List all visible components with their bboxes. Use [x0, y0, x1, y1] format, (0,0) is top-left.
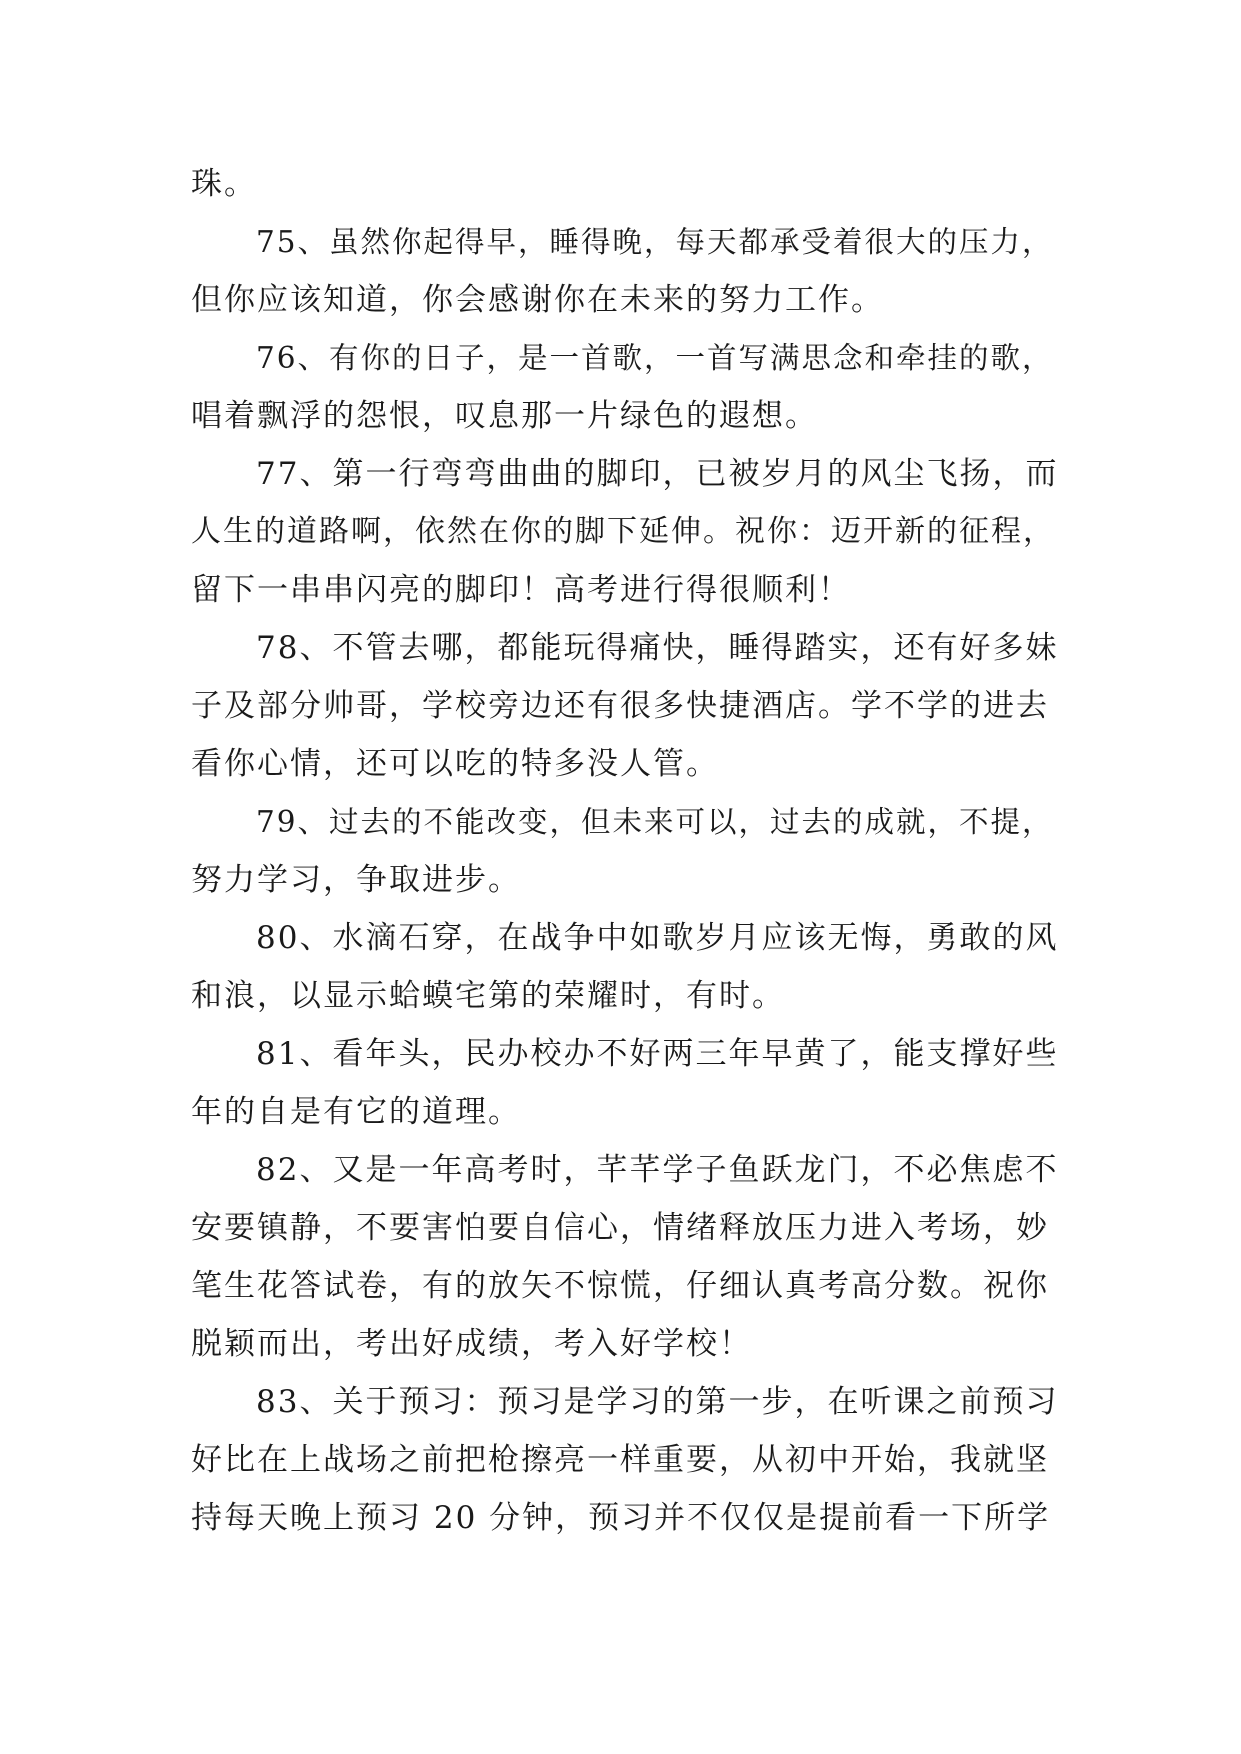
text-line: 76、有你的日子，是一首歌，一首写满思念和牵挂的歌， — [256, 341, 1054, 375]
text-line: 子及部分帅哥，学校旁边还有很多快捷酒店。学不学的进去 — [191, 688, 1049, 724]
text-line: 努力学习，争取进步。 — [191, 862, 521, 898]
text-line: 年的自是有它的道理。 — [191, 1094, 521, 1130]
text-line: 好比在上战场之前把枪擦亮一样重要，从初中开始，我就坚 — [191, 1442, 1049, 1478]
text-line: 笔生花答试卷，有的放矢不惊慌，仔细认真考高分数。祝你 — [191, 1268, 1049, 1304]
text-line: 80、水滴石穿，在战争中如歌岁月应该无悔，勇敢的风 — [256, 920, 1059, 956]
text-line: 81、看年头，民办校办不好两三年早黄了，能支撑好些 — [256, 1036, 1059, 1072]
text-line: 持每天晚上预习 20 分钟，预习并不仅仅是提前看一下所学 — [191, 1500, 1051, 1536]
text-line: 看你心情，还可以吃的特多没人管。 — [191, 746, 719, 782]
text-line: 安要镇静，不要害怕要自信心，情绪释放压力进入考场，妙 — [191, 1210, 1049, 1246]
text-line: 82、又是一年高考时，芊芊学子鱼跃龙门，不必焦虑不 — [256, 1152, 1059, 1188]
text-line: 78、不管去哪，都能玩得痛快，睡得踏实，还有好多妹 — [256, 630, 1059, 666]
text-line: 脱颖而出，考出好成绩，考入好学校！ — [191, 1326, 752, 1362]
text-line: 和浪，以显示蛤蟆宅第的荣耀时，有时。 — [191, 978, 785, 1014]
text-line: 人生的道路啊，依然在你的脚下延伸。祝你：迈开新的征程， — [191, 514, 1055, 549]
text-line: 珠。 — [191, 166, 257, 202]
text-line: 但你应该知道，你会感谢你在未来的努力工作。 — [191, 282, 884, 318]
document-body — [191, 155, 1061, 1547]
text-line: 77、第一行弯弯曲曲的脚印，已被岁月的风尘飞扬，而 — [256, 456, 1059, 492]
text-line: 留下一串串闪亮的脚印！高考进行得很顺利！ — [191, 572, 851, 608]
text-line: 83、关于预习：预习是学习的第一步，在听课之前预习 — [256, 1384, 1059, 1420]
text-line: 79、过去的不能改变，但未来可以，过去的成就，不提， — [256, 805, 1054, 839]
text-line: 75、虽然你起得早，睡得晚，每天都承受着很大的压力， — [256, 225, 1054, 259]
text-line: 唱着飘浮的怨恨，叹息那一片绿色的遐想。 — [191, 398, 818, 434]
